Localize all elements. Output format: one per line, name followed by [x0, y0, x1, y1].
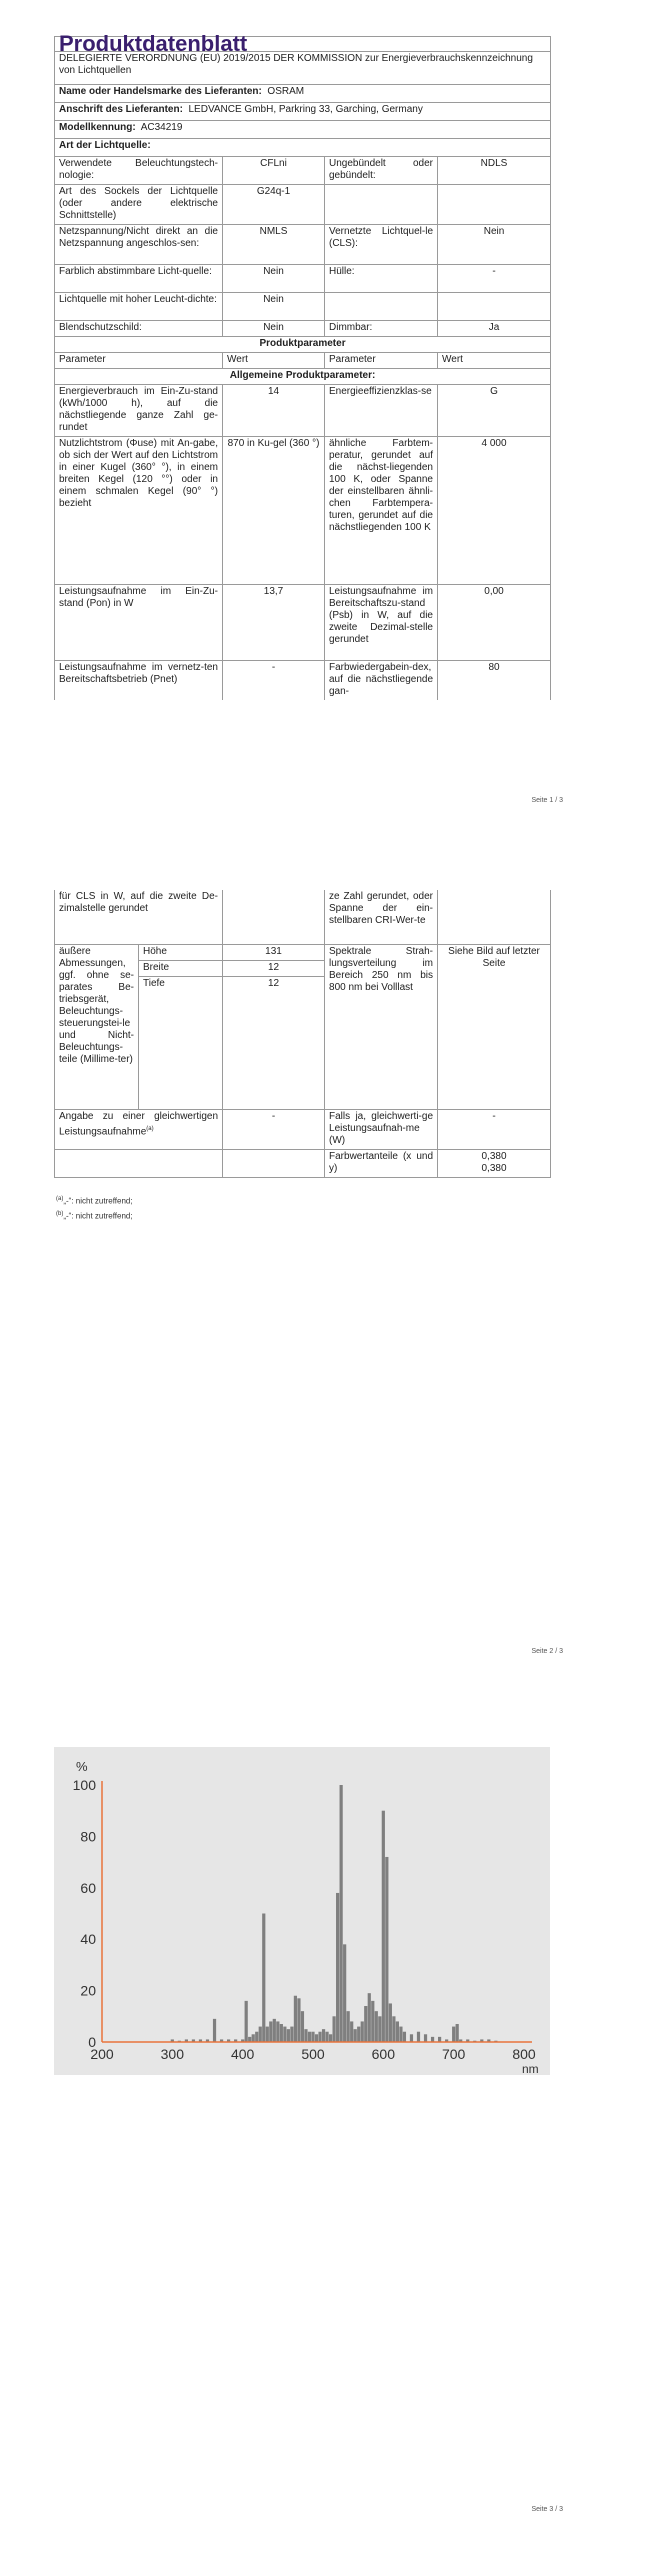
param-row-label: Leistungsaufnahme im Bereitschaftszu-stand (Psb) in W, auf die zweite Dezimal-stelle gerundet [325, 585, 438, 661]
empty-cell [223, 1150, 325, 1178]
spectrum-bar [311, 2032, 314, 2042]
depth-label: Tiefe [139, 977, 223, 1110]
type-row-label: Art des Sockels der Lichtquelle (oder andere elektrische Schnittstelle) [55, 185, 223, 225]
x-tick-label: 300 [160, 2046, 185, 2062]
param-row-value: 80 [438, 661, 551, 701]
spectrum-bar [287, 2029, 290, 2042]
footnote-a-text: „-“: nicht zutreffend; [63, 1196, 133, 1206]
footnote-b-text: „-“: nicht zutreffend; [63, 1211, 133, 1221]
param-row-value: 14 [223, 385, 325, 437]
type-row-value: - [438, 265, 551, 293]
footnotes [56, 1193, 133, 1222]
type-row-value [438, 293, 551, 321]
spectrum-bar [364, 2006, 367, 2042]
type-row-value: Nein [223, 265, 325, 293]
spectrum-bar [371, 2001, 374, 2042]
dimensions-label: äußere Abmessungen, ggf. ohne se-parates Be-triebsgerät, Beleuchtungs-steuerungstei-le und Nicht-Beleuchtungs-teile (Millime-ter) [55, 945, 139, 1110]
spectrum-bar [297, 1998, 300, 2042]
spectrum-bar [315, 2034, 318, 2042]
height-value: 131 [223, 945, 325, 961]
param-row-label: für CLS in W, auf die zweite De-zimalstelle gerundet [55, 890, 223, 945]
spectrum-bars [171, 1785, 498, 2042]
type-row-value: G24q-1 [223, 185, 325, 225]
spectrum-bar [452, 2027, 455, 2042]
spectrum-bar [424, 2034, 427, 2042]
type-row-label: Verwendete Beleuchtungstech-nologie: [55, 157, 223, 185]
spectrum-bar [336, 1893, 339, 2042]
spectrum-bar [266, 2027, 269, 2042]
param-row-label: ähnliche Farbtem-peratur, gerundet auf die nächst-liegenden 100 K, oder Spanne der einstellbaren ähnli-chen Farbtempera-turen, gerundet auf die nächstliegenden 100 K [325, 437, 438, 585]
spectrum-bar [262, 1914, 265, 2043]
param-row-value: - [223, 661, 325, 701]
spectrum-bar [389, 2003, 392, 2042]
x-tick-label: 800 [512, 2046, 536, 2062]
spectral-chart-svg [54, 1747, 550, 2075]
column-header-value: Wert [438, 353, 551, 369]
regulation-text: DELEGIERTE VERORDNUNG (EU) 2019/2015 DER KOMMISSION zur Energieverbrauchskennzeichnung von Lichtquellen [55, 52, 551, 85]
equivalent-power-claim-value: - [223, 1110, 325, 1150]
page-number: Seite 1 / 3 [531, 797, 563, 804]
spectrum-bar [322, 2029, 325, 2042]
page-number: Seite 3 / 3 [531, 2506, 563, 2513]
footnote-a [56, 1193, 133, 1208]
param-row-label: Energieverbrauch im Ein-Zu-stand (kWh/1000 h), auf die nächstliegende ganze Zahl ge-rundet [55, 385, 223, 437]
type-row-label: Lichtquelle mit hoher Leucht-dichte: [55, 293, 223, 321]
y-axis-label: % [76, 1759, 88, 1774]
type-row-value: Nein [438, 225, 551, 265]
spectrum-bar [354, 2029, 357, 2042]
spectrum-bar [318, 2032, 321, 2042]
param-row-value [438, 890, 551, 945]
x-tick-labels [90, 2046, 536, 2062]
y-tick-label: 80 [80, 1828, 96, 1845]
param-row-value: 4 000 [438, 437, 551, 585]
equivalent-power-claim-label [55, 1110, 223, 1150]
empty-cell [55, 1150, 223, 1178]
spectrum-bar [417, 2032, 420, 2042]
chromaticity-x: 0,380 [481, 1151, 507, 1162]
product-parameters-heading: Produktparameter [55, 337, 551, 353]
spectrum-bar [252, 2034, 255, 2042]
spectrum-bar [329, 2034, 332, 2042]
param-row-value: 13,7 [223, 585, 325, 661]
spectrum-bar [259, 2027, 262, 2042]
spectrum-bar [368, 1993, 371, 2042]
supplier-name-row [55, 85, 551, 103]
spectrum-bar [255, 2032, 258, 2042]
x-tick-label: 600 [371, 2046, 396, 2062]
spectrum-bar [340, 1785, 343, 2042]
param-row-value: 0,00 [438, 585, 551, 661]
chart-axes [102, 1781, 532, 2042]
spectrum-bar [431, 2037, 434, 2042]
param-row-value: 870 in Ku-gel (360 °) [223, 437, 325, 585]
x-tick-label: 700 [441, 2046, 466, 2062]
spectrum-bar [361, 2021, 364, 2042]
type-row-value: NDLS [438, 157, 551, 185]
type-row-label: Farblich abstimmbare Licht-quelle: [55, 265, 223, 293]
param-row-value: G [438, 385, 551, 437]
type-row-label: Blendschutzschild: [55, 321, 223, 337]
spectrum-bar [269, 2021, 272, 2042]
spectrum-bar [248, 2037, 251, 2042]
y-tick-label: 40 [80, 1931, 96, 1948]
spectrum-bar [375, 2011, 378, 2042]
height-label: Höhe [139, 945, 223, 961]
y-tick-label: 0 [88, 2034, 96, 2050]
spectrum-bar [304, 2029, 307, 2042]
light-source-type-label: Art der Lichtquelle: [55, 139, 551, 157]
footnote-a-mark: (a) [56, 1196, 64, 1202]
type-row-label: Ungebündelt oder gebündelt: [325, 157, 438, 185]
supplier-name-label: Name oder Handelsmarke des Lieferanten: [59, 86, 262, 97]
x-axis-label: nm [522, 2062, 539, 2075]
page-number: Seite 2 / 3 [531, 1648, 563, 1655]
spectrum-bar [280, 2024, 283, 2042]
spectrum-bar [403, 2032, 406, 2042]
type-row-label [325, 185, 438, 225]
spectrum-bar [357, 2027, 360, 2042]
width-label: Breite [139, 961, 223, 977]
spectral-distribution-label: Spektrale Strah-lungsverteilung im Bereich 250 nm bis 800 nm bei Volllast [325, 945, 438, 1110]
equivalent-power-label: Falls ja, gleichwerti-ge Leistungsaufnah-me (W) [325, 1110, 438, 1150]
type-row-label [325, 293, 438, 321]
spectrum-bar [456, 2024, 459, 2042]
supplier-address-label: Anschrift des Lieferanten: [59, 104, 183, 115]
spectrum-bar [301, 2011, 304, 2042]
sheet-title: Produktdatenblatt [55, 37, 551, 52]
x-tick-label: 500 [301, 2046, 325, 2062]
spectral-chart [54, 1747, 550, 2075]
type-row-label: Netzspannung/Nicht direkt an die Netzspannung angeschlos-sen: [55, 225, 223, 265]
type-row-label: Dimmbar: [325, 321, 438, 337]
footnote-mark: (a) [146, 1126, 154, 1132]
equivalent-power-claim-text: Angabe zu einer gleichwertigen Leistungsaufnahme [59, 1111, 219, 1138]
spectrum-bar [378, 2016, 381, 2042]
spectral-distribution-value: Siehe Bild auf letzter Seite [438, 945, 551, 1110]
x-tick-label: 200 [90, 2046, 114, 2062]
footnote-b-mark: (b) [56, 1210, 64, 1217]
column-header-value: Wert [223, 353, 325, 369]
equivalent-power-value: - [438, 1110, 551, 1150]
y-tick-labels [73, 1777, 97, 2050]
spectrum-bar [347, 2011, 350, 2042]
spectrum-bar [343, 1944, 346, 2042]
y-tick-label: 20 [80, 1982, 96, 1999]
type-row-value [438, 185, 551, 225]
y-tick-label: 100 [72, 1777, 96, 1793]
model-row [55, 121, 551, 139]
model-value: AC34219 [140, 122, 183, 133]
chromaticity-y: 0,380 [481, 1163, 507, 1174]
spectrum-bar [294, 1996, 297, 2042]
param-row-label: Nutzlichtstrom (Φuse) mit An-gabe, ob sich der Wert auf den Lichtstrom in einer Kugel (360° °), in einem breiten Kegel (120 °°) oder in einem schmalen Kegel (90° °) bezieht [55, 437, 223, 585]
param-row-label: Leistungsaufnahme im vernetz-ten Bereitschaftsbetrieb (Pnet) [55, 661, 223, 701]
type-row-label: Hülle: [325, 265, 438, 293]
product-data-table-continued [54, 890, 551, 1178]
width-value: 12 [223, 961, 325, 977]
column-header-parameter: Parameter [325, 353, 438, 369]
type-row-label: Vernetzte Lichtquel-le (CLS): [325, 225, 438, 265]
spectrum-bar [438, 2037, 441, 2042]
chromaticity-value [438, 1150, 551, 1178]
column-header-parameter: Parameter [55, 353, 223, 369]
depth-value: 12 [223, 977, 325, 1110]
supplier-name-value: OSRAM [267, 86, 305, 97]
general-parameters-heading: Allgemeine Produktparameter: [55, 369, 551, 385]
type-row-value: Ja [438, 321, 551, 337]
type-row-value: Nein [223, 293, 325, 321]
chromaticity-label: Farbwertanteile (x und y) [325, 1150, 438, 1178]
spectrum-bar [213, 2019, 216, 2042]
spectrum-bar [245, 2001, 248, 2042]
spectrum-bar [283, 2027, 286, 2042]
spectrum-bar [290, 2027, 293, 2042]
param-row-value [223, 890, 325, 945]
spectrum-bar [410, 2034, 413, 2042]
spectrum-bar [382, 1811, 385, 2042]
param-row-label: Energieeffizienzklas-se [325, 385, 438, 437]
type-row-value: CFLni [223, 157, 325, 185]
spectrum-bar [333, 2016, 336, 2042]
spectrum-bar [396, 2021, 399, 2042]
page-2 [0, 880, 659, 1670]
param-row-label: ze Zahl gerundet, oder Spanne der ein-stellbaren CRI-Wer-te [325, 890, 438, 945]
spectrum-bar [308, 2032, 311, 2042]
spectrum-bar [276, 2021, 279, 2042]
type-row-value: NMLS [223, 225, 325, 265]
spectrum-bar [392, 2016, 395, 2042]
supplier-address-row [55, 103, 551, 121]
page-3 [0, 1720, 659, 2560]
x-tick-label: 400 [230, 2046, 255, 2062]
type-row-value: Nein [223, 321, 325, 337]
spectrum-bar [385, 1857, 388, 2042]
param-row-label: Farbwiedergabein-dex, auf die nächstliegende gan- [325, 661, 438, 701]
spectrum-bar [273, 2019, 276, 2042]
spectrum-bar [350, 2021, 353, 2042]
supplier-address-value: LEDVANCE GmbH, Parkring 33, Garching, Germany [188, 104, 423, 115]
product-data-table [54, 31, 551, 700]
spectrum-bar [399, 2027, 402, 2042]
param-row-label: Leistungsaufnahme im Ein-Zu-stand (Pon) in W [55, 585, 223, 661]
footnote-b [56, 1208, 133, 1223]
spectrum-bar [325, 2032, 328, 2042]
page-1 [0, 0, 659, 820]
model-label: Modellkennung: [59, 122, 136, 133]
y-tick-label: 60 [80, 1879, 96, 1896]
